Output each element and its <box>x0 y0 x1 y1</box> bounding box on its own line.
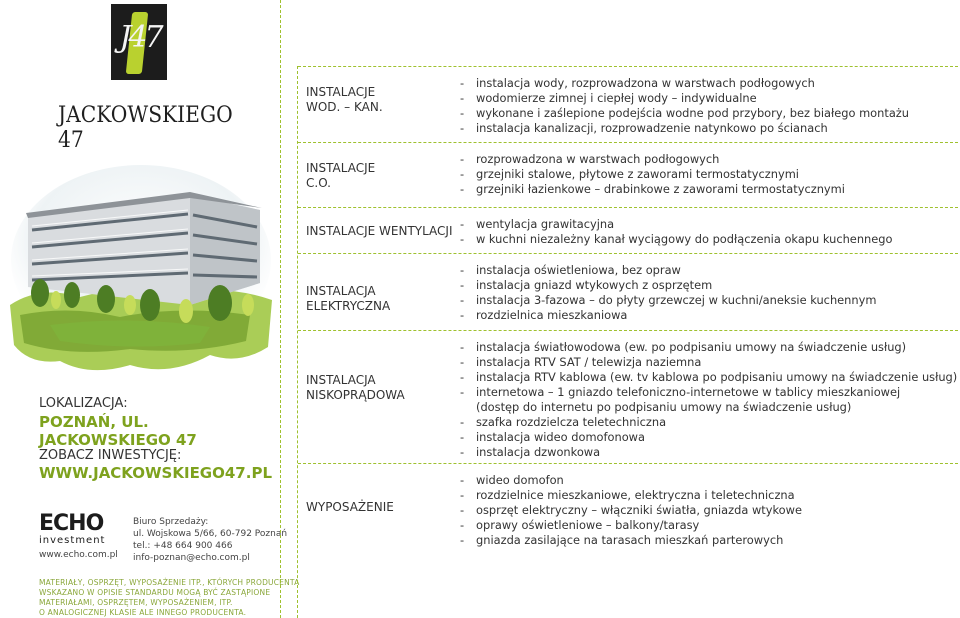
spec-label-line: WYPOSAŻENIE <box>306 500 394 514</box>
note-line: MATERIAŁY, OSPRZĘT, WYPOSAŻENIE ITP., KTÓRYCH PRODUCENTA <box>39 578 300 587</box>
spec-label-line: INSTALACJA <box>306 373 376 387</box>
spec-item: - gniazda zasilające na tarasach mieszkań parterowych <box>460 533 958 548</box>
spec-row <box>298 66 958 143</box>
spec-item: - szafka rozdzielcza teletechniczna <box>460 415 958 430</box>
spec-row-label <box>306 284 454 314</box>
spec-item: - grzejniki stalowe, płytowe z zaworami termostatycznymi <box>460 167 958 182</box>
spec-item: - osprzęt elektryczny – włączniki światła, gniazda wtykowe <box>460 503 958 518</box>
spec-item: - oprawy oświetleniowe – balkony/tarasy <box>460 518 958 533</box>
spec-label-line: C.O. <box>306 176 331 190</box>
spec-item: - instalacja 3-fazowa – do płyty grzewczej w kuchni/aneksie kuchennym <box>460 293 958 308</box>
building-illustration <box>10 165 272 380</box>
spec-item: - grzejniki łazienkowe – drabinkowe z zaworami termostatycznymi <box>460 182 958 197</box>
spec-item: - instalacja wideo domofonowa <box>460 430 958 445</box>
spec-row <box>298 253 958 331</box>
sales-office <box>133 516 288 564</box>
spec-item: - wentylacja grawitacyjna <box>460 217 958 232</box>
office-title: Biuro Sprzedaży: <box>133 517 209 527</box>
office-email[interactable]: info-poznan@echo.com.pl <box>133 553 250 563</box>
spec-label-line: INSTALACJE WENTYLACJI <box>306 224 453 238</box>
spec-item: - wideo domofon <box>460 473 958 488</box>
disclaimer-note <box>39 578 300 618</box>
spec-label-line: ELEKTRYCZNA <box>306 299 391 313</box>
spec-item: - instalacja RTV SAT / telewizja naziemna <box>460 355 958 370</box>
info-column <box>0 0 300 618</box>
spec-item-list <box>460 76 958 136</box>
spec-item-list <box>460 152 958 197</box>
spec-row-label <box>306 161 454 191</box>
spec-item: - instalacja dzwonkowa <box>460 445 958 460</box>
spec-row-label <box>306 500 454 515</box>
spec-item: - instalacja wody, rozprowadzona w warstwach podłogowych <box>460 76 958 91</box>
spec-row-label <box>306 85 454 115</box>
spec-item: - instalacja RTV kablowa (ew. tv kablowa po podpisaniu umowy na świadczenie usług) <box>460 370 958 385</box>
spec-row <box>298 142 958 208</box>
spec-row-label <box>306 373 454 403</box>
spec-row <box>298 463 958 564</box>
office-phone: tel.: +48 664 900 466 <box>133 541 233 551</box>
spec-item: - wodomierze zimnej i ciepłej wody – indywidualne <box>460 91 958 106</box>
note-line: O ANALOGICZNEJ KLASIE ALE INNEGO PRODUCENTA. <box>39 608 247 617</box>
developer-name: ECHO <box>39 511 104 536</box>
developer-logo <box>39 513 119 560</box>
developer-url[interactable]: www.echo.com.pl <box>39 550 118 560</box>
spec-item: - instalacja oświetleniowa, bez opraw <box>460 263 958 278</box>
spec-item: - instalacja kanalizacji, rozprowadzenie natynkowo po ścianach <box>460 121 958 136</box>
logo-mark-text: J47 <box>119 20 161 55</box>
spec-item: - instalacja gniazd wtykowych z osprzętem <box>460 278 958 293</box>
spec-item-list <box>460 217 958 247</box>
spec-item-list <box>460 473 958 548</box>
spec-row <box>298 207 958 254</box>
spec-item: - w kuchni niezależny kanał wyciągowy do podłączenia okapu kuchennego <box>460 232 958 247</box>
column-divider <box>280 0 281 618</box>
spec-label-line: INSTALACJE <box>306 161 376 175</box>
developer-sub: investment <box>39 535 106 546</box>
spec-item: - wykonane i zaślepione podejścia wodne pod przybory, bez białego montażu <box>460 106 958 121</box>
spec-item-list <box>460 340 958 460</box>
spec-item: (dostęp do internetu po podpisaniu umowy na świadczenie usług) <box>476 400 852 414</box>
investment-link[interactable]: WWW.JACKOWSKIEGO47.PL <box>39 464 272 482</box>
spec-item: - rozprowadzona w warstwach podłogowych <box>460 152 958 167</box>
spec-label-line: NISKOPRĄDOWA <box>306 388 405 402</box>
brand-name: JACKOWSKIEGO 47 <box>58 103 233 153</box>
location-value: POZNAŃ, UL. JACKOWSKIEGO 47 <box>39 413 197 449</box>
spec-row <box>298 330 958 464</box>
spec-label-line: WOD. – KAN. <box>306 100 383 114</box>
spec-label-line: INSTALACJA <box>306 284 376 298</box>
investment-label: ZOBACZ INWESTYCJĘ: <box>39 448 182 463</box>
spec-item-list <box>460 263 958 323</box>
spec-item: - instalacja światłowodowa (ew. po podpisaniu umowy na świadczenie usług) <box>460 340 958 355</box>
spec-row-label <box>306 224 454 239</box>
note-line: MATERIAŁAMI, OSPRZĘTEM, WYPOSAŻENIEM, ITP. <box>39 598 233 607</box>
project-logo <box>111 4 167 80</box>
location-label: LOKALIZACJA: <box>39 396 128 411</box>
spec-label-line: INSTALACJE <box>306 85 376 99</box>
spec-item: - internetowa – 1 gniazdo telefoniczno-internetowe w tablicy mieszkaniowej <box>460 385 958 400</box>
note-line: WSKAZANO W OPISIE STANDARDU MOGĄ BYĆ ZASTĄPIONE <box>39 588 271 597</box>
office-address: ul. Wojskowa 5/66, 60-792 Poznań <box>133 529 288 539</box>
spec-item: - rozdzielnice mieszkaniowe, elektryczna i teletechniczna <box>460 488 958 503</box>
spec-item: - rozdzielnica mieszkaniowa <box>460 308 958 323</box>
